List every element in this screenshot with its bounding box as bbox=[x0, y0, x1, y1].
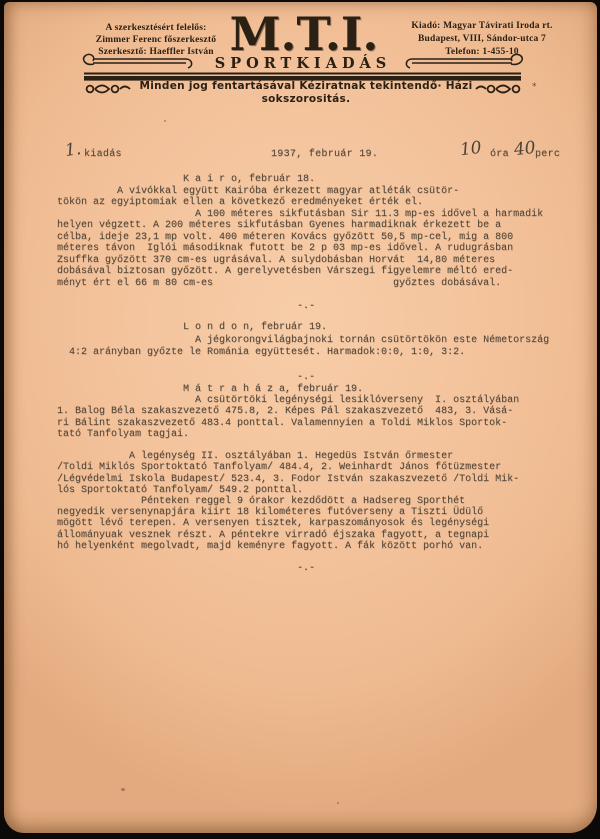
publisher-line: Budapest, VIII, Sándor-utca 7 bbox=[417, 34, 546, 44]
star-mark: * bbox=[532, 82, 537, 92]
rights-notice: Minden jog fentartásával Kéziratnak tekintendő· Házi sokszorositás. bbox=[139, 80, 473, 105]
article-matrahaza: M á t r a h á z a, február 19. A csütörtöki legénységi lesiklóverseny I. osztályában 1. Balog Béla szakaszvezető 475.8, 2. Képes Pál szakaszvezető 483, 3. Vásá- ri Bálint szakaszvezető 483.4 ponttal. Valamennyien a Toldi Miklos Sportok- tató Tanfolyam tagjai. A legénység II. osztályában 1. Hegedüs István őrmester /Toldi Miklós Sportoktató Tanfolyam/ 484.4, 2. Weinhardt János főtüzmester /Légvédelmi Iskola Budapest/ 523.4, 3. Fodor István szakaszvezető /Toldi Mik- lós Sportoktató Tanfolyam/ 549.2 ponttal. Pénteken reggel 9 órakor kezdődött a Hadsereg Sporthét negyedik versenynapjára kiirt 18 kilométeres futóverseny a Tiszti Üdülő mögött lévő terepen. A versenyen tisztek, karpaszományosok és legénységi állományuak vesznek részt. A péntekre virradó éjszaka fagyott, a tegnapi hó helyenként megolvadt, majd keményre fagyott. A fák között porhó van. -.- bbox=[57, 384, 520, 575]
article-kairo: K a i r o, február 18. A vívókkal együtt Kairóba érkezett magyar atléták csütör- tökön az egyiptomiak ellen a következő eredményeket érték el. A 100 méteres sikfutásban Sir 11.3 mp-es idővel a harmadik helyen végzett. A 200 méteres sikfutásban Gyenes harmadiknak érkezett be a célba, ideje 23,1 mp volt. 400 méteren Kovács győzött 50,5 mp-cel, mig a 800 méteres távon Iglói másodiknak futott be 2 p 03 mp-es idővel. A rudugrásban Zsuffka győzött 370 cm-es ugrásával. A sulydobásban Horvát 14,80 méteres dobásával biztosan győzött. A gerelyvetésben Várszegi figyelemre méltó ered- ményt ért el 66 m 80 cm-es győztes dobásával. -.- bbox=[57, 174, 544, 312]
paper-speck bbox=[337, 802, 339, 804]
masthead-subtitle: SPORTKIADÁS bbox=[214, 55, 392, 72]
paper-speck bbox=[164, 120, 166, 122]
time-hour-handwritten: 10 bbox=[458, 137, 483, 161]
article-london: L o n d o n, február 19. A jégkorongvilágbajnoki tornán csütörtökön este Németország 4:2 arányban győzte le Románia együttesét. Harmadok:0:0, 1:0, 3:2. -.- bbox=[69, 322, 550, 383]
time-minute-handwritten: 40 bbox=[512, 137, 537, 161]
credit-line: Szerkesztő: Haeffler István bbox=[98, 47, 214, 57]
edition-number-handwritten: 1. bbox=[63, 139, 83, 161]
publisher-line: Telefon: 1-455-10 bbox=[445, 47, 519, 57]
paper-speck bbox=[121, 788, 125, 791]
credit-line: Zimmer Ferenc főszerkesztő bbox=[95, 35, 217, 45]
document-page bbox=[4, 2, 597, 833]
publisher-line: Kiadó: Magyar Távirati Iroda rt. bbox=[411, 21, 553, 31]
hour-label: óra bbox=[490, 149, 509, 160]
edition-label: kiadás bbox=[84, 149, 122, 160]
credit-line: A szerkesztésért felelős: bbox=[105, 23, 207, 33]
masthead-title: M.T.I. bbox=[229, 7, 379, 61]
minute-label: perc bbox=[535, 149, 561, 160]
issue-date: 1937, február 19. bbox=[271, 149, 379, 160]
